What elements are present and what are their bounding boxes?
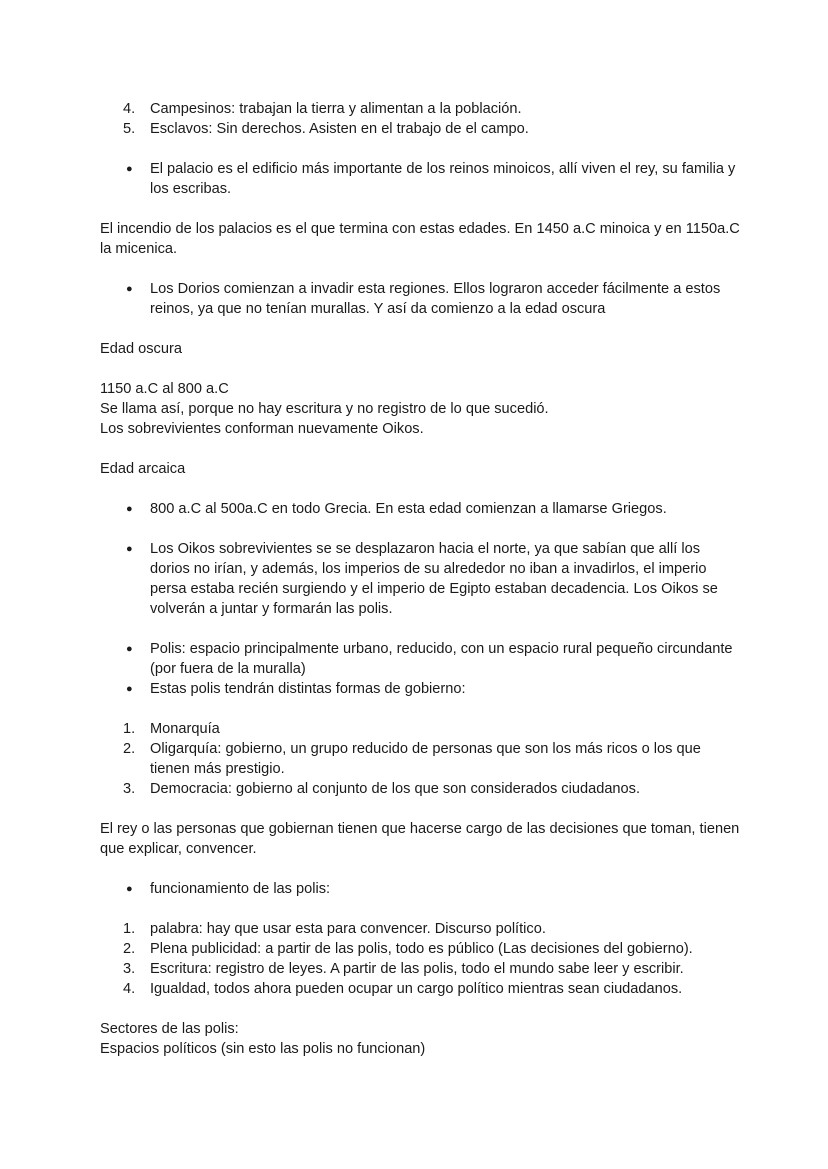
paragraph-incendio: El incendio de los palacios es el que termina con estas edades. En 1450 a.C minoica y en 1150a.C la micenica.	[100, 221, 740, 257]
text-line: 1150 a.C al 800 a.C	[100, 381, 229, 397]
bullet-icon: ●	[126, 883, 133, 895]
bullet-item-funcionamiento	[100, 879, 740, 899]
list-item-text: Monarquía	[150, 721, 220, 737]
bullet-icon: ●	[126, 503, 133, 515]
list-item-text: Democracia: gobierno al conjunto de los que son considerados ciudadanos.	[150, 781, 641, 797]
bullet-icon: ●	[126, 683, 133, 695]
list-number: 4.	[123, 981, 136, 997]
bullet-text: Polis: espacio principalmente urbano, reducido, con un espacio rural pequeño circundante (por fuera de la muralla)	[150, 641, 733, 677]
bullet-item-polis	[100, 639, 740, 679]
numbered-list-item	[100, 779, 740, 799]
section-heading-edad-arcaica: Edad arcaica	[100, 461, 186, 477]
list-number: 1.	[123, 721, 136, 737]
bullet-text: Los Dorios comienzan a invadir esta regiones. Ellos lograron acceder fácilmente a estos reinos, ya que no tenían murallas. Y así da comienzo a la edad oscura	[150, 281, 721, 317]
paragraph-rey: El rey o las personas que gobiernan tienen que hacerse cargo de las decisiones que toman, tienen que explicar, convencer.	[100, 821, 740, 857]
numbered-list-item	[100, 719, 740, 739]
numbered-list-item	[100, 99, 740, 119]
bullet-text: Los Oikos sobrevivientes se se desplazaron hacia el norte, ya que sabían que allí los dorios no irían, y además, los imperios de su alrededor no iban a invadirlos, el imperio persa estaba recién surgiendo y el imperio de Egipto estaban decadencia. Los Oikos se volverán a juntar y formarán las polis.	[150, 541, 718, 617]
list-item-text: Plena publicidad: a partir de las polis, todo es público (Las decisiones del gobierno).	[150, 941, 693, 957]
list-item-text: Campesinos: trabajan la tierra y alimentan a la población.	[150, 101, 522, 117]
bullet-text: Estas polis tendrán distintas formas de gobierno:	[150, 681, 466, 697]
numbered-list-item	[100, 979, 740, 999]
list-item-text: Escritura: registro de leyes. A partir de las polis, todo el mundo sabe leer y escribir.	[150, 961, 684, 977]
list-item-text: palabra: hay que usar esta para convencer. Discurso político.	[150, 921, 546, 937]
bullet-item-formas	[100, 679, 740, 699]
numbered-list-item	[100, 119, 740, 139]
list-item-text: Oligarquía: gobierno, un grupo reducido de personas que son los más ricos o los que tienen más prestigio.	[150, 741, 701, 777]
document-content	[100, 99, 740, 1059]
section-heading-sectores: Sectores de las polis:	[100, 1021, 239, 1037]
bullet-item-oikos	[100, 539, 740, 619]
text-line: Espacios políticos (sin esto las polis no funcionan)	[100, 1041, 426, 1057]
bullet-icon: ●	[126, 643, 133, 655]
list-number: 4.	[123, 101, 136, 117]
list-item-text: Igualdad, todos ahora pueden ocupar un cargo político mientras sean ciudadanos.	[150, 981, 683, 997]
numbered-list-item	[100, 739, 740, 779]
numbered-list-item	[100, 919, 740, 939]
bullet-item-dorios	[100, 279, 740, 319]
section-heading-edad-oscura: Edad oscura	[100, 341, 182, 357]
bullet-text: El palacio es el edificio más importante de los reinos minoicos, allí viven el rey, su familia y los escribas.	[150, 161, 736, 197]
list-number: 1.	[123, 921, 136, 937]
bullet-text: 800 a.C al 500a.C en todo Grecia. En esta edad comienzan a llamarse Griegos.	[150, 501, 667, 517]
bullet-item-palacio	[100, 159, 740, 199]
bullet-icon: ●	[126, 163, 133, 175]
numbered-list-item	[100, 939, 740, 959]
bullet-icon: ●	[126, 543, 133, 555]
bullet-text: funcionamiento de las polis:	[150, 881, 331, 897]
bullet-icon: ●	[126, 283, 133, 295]
text-line: Los sobrevivientes conforman nuevamente Oikos.	[100, 421, 424, 437]
text-line: Se llama así, porque no hay escritura y no registro de lo que sucedió.	[100, 401, 549, 417]
numbered-list-item	[100, 959, 740, 979]
list-number: 2.	[123, 741, 136, 757]
list-number: 3.	[123, 961, 136, 977]
list-item-text: Esclavos: Sin derechos. Asisten en el trabajo de el campo.	[150, 121, 529, 137]
list-number: 3.	[123, 781, 136, 797]
list-number: 2.	[123, 941, 136, 957]
list-number: 5.	[123, 121, 136, 137]
bullet-item-800	[100, 499, 740, 519]
